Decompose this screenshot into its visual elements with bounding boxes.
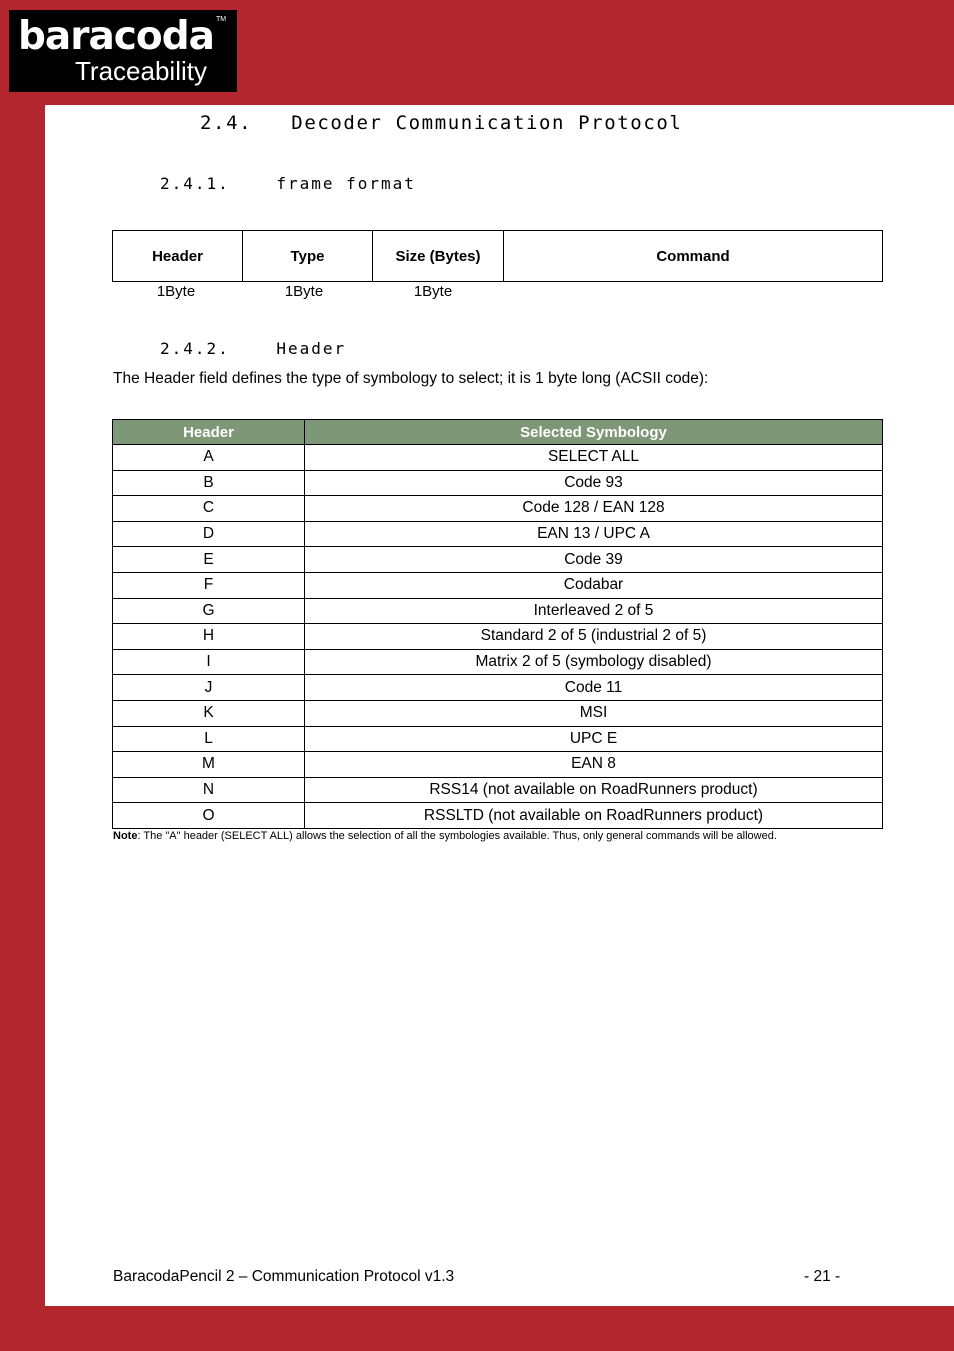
symbology-table [112,419,883,829]
table-row [113,598,883,624]
symbology-name: MSI [305,700,883,726]
footer-title: BaracodaPencil 2 – Communication Protocol v1.3 [113,1268,455,1285]
symbology-name: RSS14 (not available on RoadRunners product) [305,777,883,803]
symbology-name: Code 128 / EAN 128 [305,496,883,522]
logo-subtitle: Traceability [75,56,207,86]
subsection-header-title: Header [276,339,347,358]
symbology-table-header-row [113,420,883,445]
header-code: F [113,572,305,598]
symbology-col-header: Header [113,420,305,445]
subsection-header-number: 2.4.2. [160,339,230,358]
subsection-frame-heading [160,174,416,193]
table-row [113,700,883,726]
header-code: H [113,624,305,650]
symbology-name: Interleaved 2 of 5 [305,598,883,624]
symbology-col-selected: Selected Symbology [305,420,883,445]
table-note [113,830,777,842]
header-description: The Header field defines the type of symbology to select; it is 1 byte long (ACSII code): [113,370,709,387]
table-row [113,803,883,829]
header-code: B [113,470,305,496]
header-code: E [113,547,305,573]
table-row [113,572,883,598]
table-row [113,521,883,547]
section-title: Decoder Communication Protocol [291,112,683,134]
header-code: J [113,675,305,701]
table-row [113,649,883,675]
header-code: K [113,700,305,726]
table-row [113,445,883,471]
table-row [113,777,883,803]
logo-trademark: TM [216,16,227,23]
symbology-name: Matrix 2 of 5 (symbology disabled) [305,649,883,675]
frame-col-command: Command [504,231,883,282]
symbology-name: EAN 8 [305,752,883,778]
symbology-name: RSSLTD (not available on RoadRunners product) [305,803,883,829]
section-heading [200,112,682,134]
frame-col-header: Header [113,231,243,282]
header-code: N [113,777,305,803]
frame-size-header: 1Byte [156,283,196,300]
frame-format-table [112,230,883,282]
symbology-name: Code 11 [305,675,883,701]
symbology-name: EAN 13 / UPC A [305,521,883,547]
table-row [113,752,883,778]
baracoda-logo [9,10,237,92]
logo-brand: baracoda [18,14,214,59]
symbology-name: Code 39 [305,547,883,573]
symbology-name: Codabar [305,572,883,598]
symbology-name: UPC E [305,726,883,752]
frame-col-type: Type [243,231,373,282]
subsection-header-heading [160,339,346,358]
frame-format-header-row [113,231,883,282]
table-row [113,675,883,701]
frame-size-type: 1Byte [284,283,324,300]
subsection-frame-number: 2.4.1. [160,174,230,193]
symbology-name: SELECT ALL [305,445,883,471]
page-number: - 21 - [804,1268,841,1285]
subsection-frame-title: frame format [276,174,416,193]
table-row [113,547,883,573]
table-row [113,624,883,650]
symbology-name: Code 93 [305,470,883,496]
frame-size-size: 1Byte [413,283,453,300]
header-code: M [113,752,305,778]
header-code: G [113,598,305,624]
symbology-name: Standard 2 of 5 (industrial 2 of 5) [305,624,883,650]
header-code: D [113,521,305,547]
note-text: : The "A" header (SELECT ALL) allows the selection of all the symbologies available. Thus, only general commands will be allowed. [137,830,777,842]
section-number: 2.4. [200,112,253,134]
note-label: Note [113,830,138,842]
table-row [113,726,883,752]
header-code: O [113,803,305,829]
table-row [113,496,883,522]
header-code: A [113,445,305,471]
frame-col-size: Size (Bytes) [373,231,504,282]
header-code: C [113,496,305,522]
header-code: I [113,649,305,675]
table-row [113,470,883,496]
header-code: L [113,726,305,752]
